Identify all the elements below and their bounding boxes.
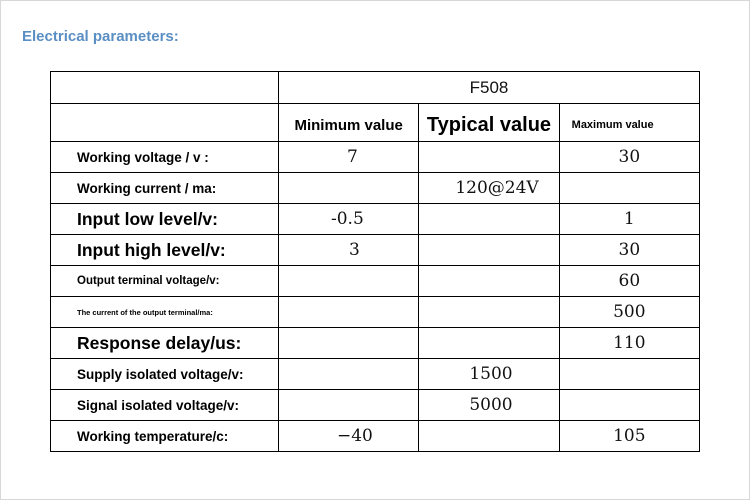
header-blank-cell [51,72,279,104]
table-row [51,204,700,235]
typical-value [419,266,559,297]
max-value [559,359,699,390]
typical-value [419,421,559,452]
param-label: Working temperature/c: [51,421,279,452]
min-value: -0.5 [279,204,419,235]
max-value: 60 [559,266,699,297]
model-header: F508 [279,72,700,104]
typical-value [419,142,559,173]
typical-value [419,235,559,266]
max-value: 1 [559,204,699,235]
param-label: Supply isolated voltage/v: [51,359,279,390]
min-value [279,173,419,204]
section-heading: Electrical parameters: [22,28,179,45]
table-row [51,297,700,328]
max-value: 110 [559,328,699,359]
typical-value [419,328,559,359]
min-value [279,390,419,421]
max-value [559,390,699,421]
table-row [51,142,700,173]
min-value [279,266,419,297]
param-label: Output terminal voltage/v: [51,266,279,297]
table-row [51,359,700,390]
typical-value [419,204,559,235]
max-value: 500 [559,297,699,328]
param-label: Input high level/v: [51,235,279,266]
param-label: Signal isolated voltage/v: [51,390,279,421]
header-blank-cell [51,104,279,142]
table-row [51,328,700,359]
electrical-parameters-table [50,71,700,452]
param-label: Response delay/us: [51,328,279,359]
table-header-row-columns [51,104,700,142]
typical-value [419,297,559,328]
param-label: Input low level/v: [51,204,279,235]
typical-value: 5000 [419,390,559,421]
param-label: Working voltage / v : [51,142,279,173]
typical-value: 120@24V [419,173,559,204]
max-value: 30 [559,142,699,173]
min-value [279,328,419,359]
column-header-typical: Typical value [419,104,559,142]
table-row [51,421,700,452]
typical-value: 1500 [419,359,559,390]
table-row [51,235,700,266]
param-label: The current of the output terminal/ma: [51,297,279,328]
max-value [559,173,699,204]
table-header-row-model [51,72,700,104]
table-row [51,266,700,297]
min-value [279,297,419,328]
min-value: 3 [279,235,419,266]
table-row [51,173,700,204]
column-header-min: Minimum value [279,104,419,142]
max-value: 30 [559,235,699,266]
min-value: 7 [279,142,419,173]
min-value [279,359,419,390]
max-value: 105 [559,421,699,452]
param-label: Working current / ma: [51,173,279,204]
table-row [51,390,700,421]
min-value: −40 [279,421,419,452]
column-header-max: Maximum value [559,104,699,142]
